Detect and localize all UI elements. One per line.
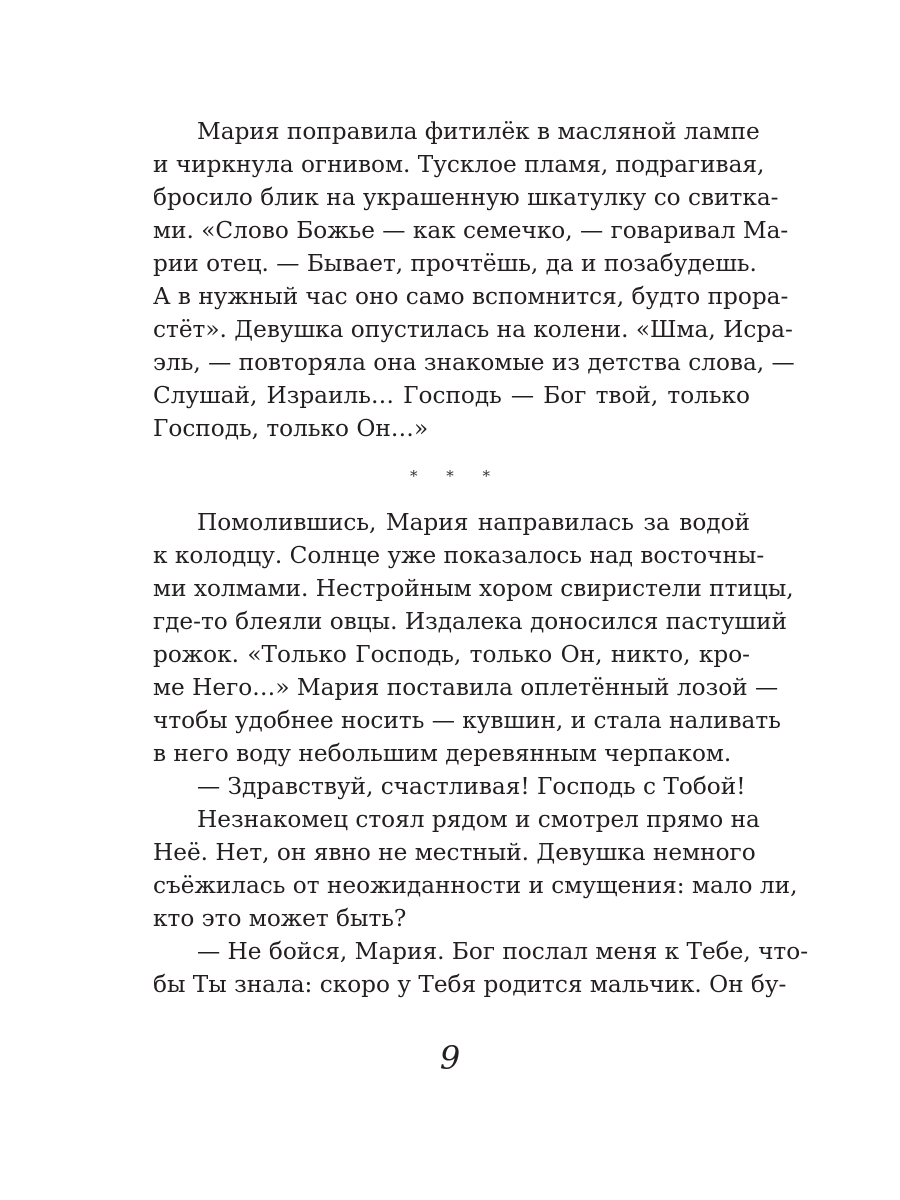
paragraph-1 [153,115,795,445]
text-line: Господь, только Он…» [153,415,429,442]
text-line: к колодцу. Солнце уже показалось над восточны- [153,542,765,569]
page-number: 9 [439,1039,461,1077]
dialogue-line: — Здравствуй, счастливая! Господь с Тобой! [197,773,746,800]
text-line: где-то блеяли овцы. Издалека доносился пастуший [153,608,787,635]
text-line: в него воду небольшим деревянным черпаком. [153,740,732,767]
text-line: ме Него…» Мария поставила оплетённый лозой — [153,674,779,701]
section-separator: * * * [409,467,503,485]
text-line: Незнакомец стоял рядом и смотрел прямо на [197,806,760,833]
text-line: Мария поправила фитилёк в масляной лампе [197,118,760,145]
text-line: ми. «Слово Божье — как семечко, — говаривал Ма- [153,217,789,244]
text-line: Помолившись, Мария направилась за водой [197,509,750,536]
text-line: рии отец. — Бывает, прочтёшь, да и позабудешь. [153,250,757,277]
text-line: А в нужный час оно само вспомнится, будто прора- [153,283,789,310]
paragraph-2 [153,506,809,1001]
text-line: бросило блик на украшенную шкатулку со свитка- [153,184,779,211]
text-line: стёт». Девушка опустилась на колени. «Шма, Исра- [153,316,793,343]
text-line: кто это может быть? [153,905,407,932]
text-line: чтобы удобнее носить — кувшин, и стала наливать [153,707,781,734]
text-line: ми холмами. Нестройным хором свиристели птицы, [153,575,794,602]
text-line: съёжилась от неожиданности и смущения: мало ли, [153,872,798,899]
text-line: эль, — повторяла она знакомые из детства слова, — [153,349,795,376]
text-line: Слушай, Израиль… Господь — Бог твой, только [153,382,750,409]
text-line: и чиркнула огнивом. Тусклое пламя, подрагивая, [153,151,765,178]
text-line: рожок. «Только Господь, только Он, никто, кро- [153,641,750,668]
text-line: бы Ты знала: скоро у Тебя родится мальчик. Он бу- [153,971,787,998]
dialogue-line: — Не бойся, Мария. Бог послал меня к Тебе, что- [197,938,809,965]
text-line: Неё. Нет, он явно не местный. Девушка немного [153,839,756,866]
